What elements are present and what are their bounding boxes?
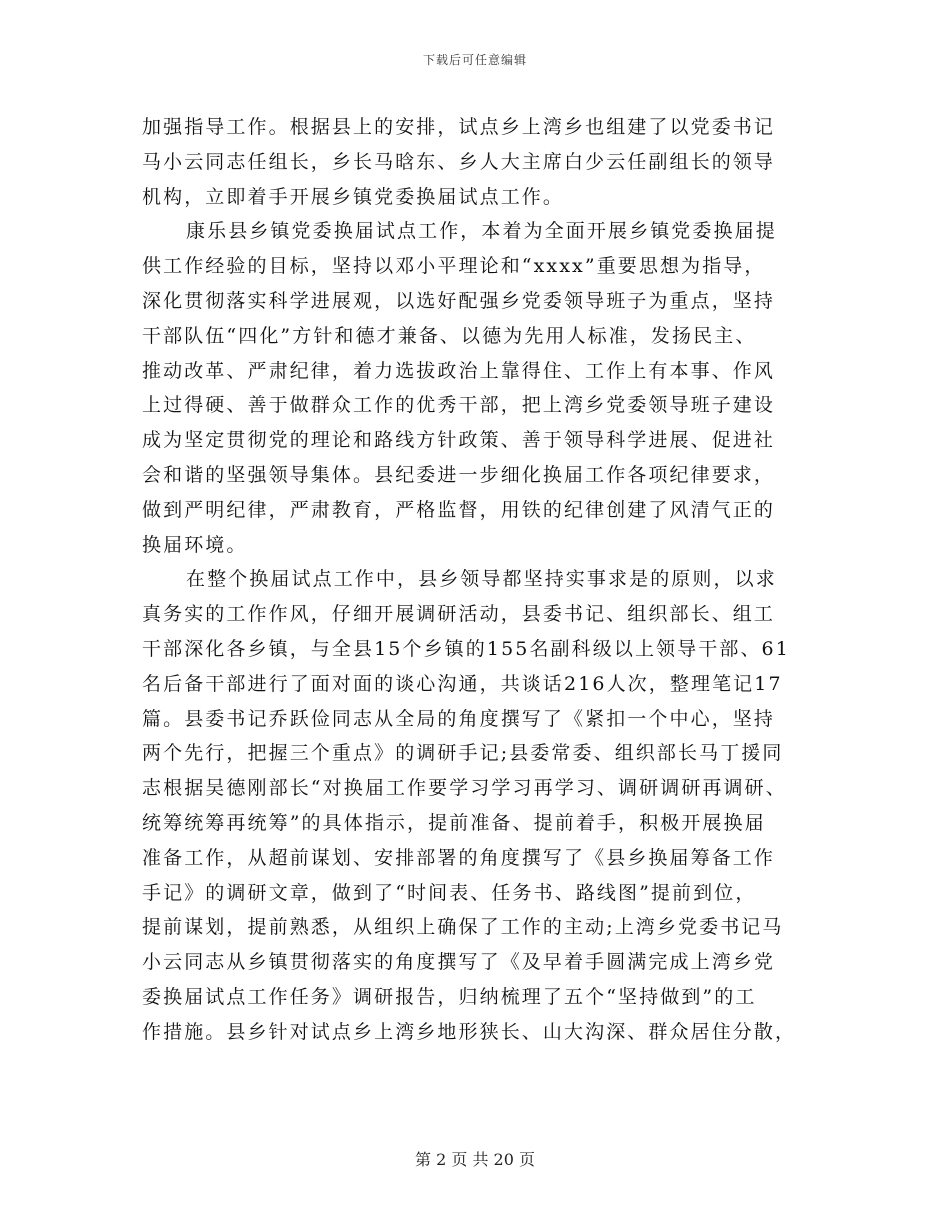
paragraph-start-line: 在整个换届试点工作中，县乡领导都坚持实事求是的原则，以求 (186, 568, 777, 591)
text-line: 供工作经验的目标，坚持以邓小平理论和“xxxx”重要思想为指导， (142, 255, 766, 278)
page-number-footer: 第 2 页 共 20 页 (415, 1150, 535, 1169)
text-line: 上过得硬、善于做群众工作的优秀干部，把上湾乡党委领导班子建设 (142, 394, 776, 417)
text-line: 推动改革、严肃纪律，着力选拔政治上靠得住、工作上有本事、作风 (142, 359, 776, 382)
text-line: 马小云同志任组长，乡长马晗东、乡人大主席白少云任副组长的领导 (142, 150, 776, 173)
text-line: 准备工作，从超前谋划、安排部署的角度撰写了《县乡换届筹备工作 (142, 846, 776, 869)
document-body (142, 110, 806, 1050)
text-line: 作措施。县乡针对试点乡上湾乡地形狭长、山大沟深、群众居住分散， (142, 1020, 797, 1043)
text-line: 会和谐的坚强领导集体。县纪委进一步细化换届工作各项纪律要求， (142, 463, 776, 486)
text-line: 提前谋划，提前熟悉，从组织上确保了工作的主动;上湾乡党委书记马 (142, 916, 784, 939)
text-line: 篇。县委书记乔跃俭同志从全局的角度撰写了《紧扣一个中心，坚持 (142, 707, 776, 730)
paragraph-start-line: 康乐县乡镇党委换届试点工作，本着为全面开展乡镇党委换届提 (186, 220, 777, 243)
text-line: 名后备干部进行了面对面的谈心沟通，共谈话216人次，整理笔记17 (142, 672, 783, 695)
text-line: 统筹统筹再统筹”的具体指示，提前准备、提前着手，积极开展换届 (142, 811, 766, 834)
text-line: 手记》的调研文章，做到了“时间表、任务书、路线图”提前到位， (142, 881, 757, 904)
text-line: 机构，立即着手开展乡镇党委换届试点工作。 (142, 185, 565, 208)
text-line: 换届环境。 (142, 533, 248, 556)
text-line: 真务实的工作作风，仔细开展调研活动，县委书记、组织部长、组工 (142, 603, 776, 626)
text-line: 做到严明纪律，严肃教育，严格监督，用铁的纪律创建了风清气正的 (142, 498, 776, 521)
text-line: 志根据吴德刚部长“对换届工作要学习学习再学习、调研调研再调研、 (142, 777, 787, 800)
text-line: 深化贯彻落实科学进展观，以选好配强乡党委领导班子为重点，坚持 (142, 289, 776, 312)
text-line: 委换届试点工作任务》调研报告，归纳梳理了五个“坚持做到”的工 (142, 985, 757, 1008)
text-line: 加强指导工作。根据县上的安排，试点乡上湾乡也组建了以党委书记 (142, 116, 776, 138)
text-line: 小云同志从乡镇贯彻落实的角度撰写了《及早着手圆满完成上湾乡党 (142, 951, 776, 974)
text-line: 两个先行，把握三个重点》的调研手记;县委常委、组织部长马丁援同 (142, 742, 784, 765)
text-line: 干部队伍“四化”方针和德才兼备、以德为先用人标准，发扬民主、 (142, 324, 757, 347)
page-header-note: 下载后可任意编辑 (422, 53, 527, 67)
text-line: 干部深化各乡镇，与全县15个乡镇的155名副科级以上领导干部、61 (142, 637, 790, 660)
text-line: 成为坚定贯彻党的理论和路线方针政策、善于领导科学进展、促进社 (142, 429, 776, 452)
